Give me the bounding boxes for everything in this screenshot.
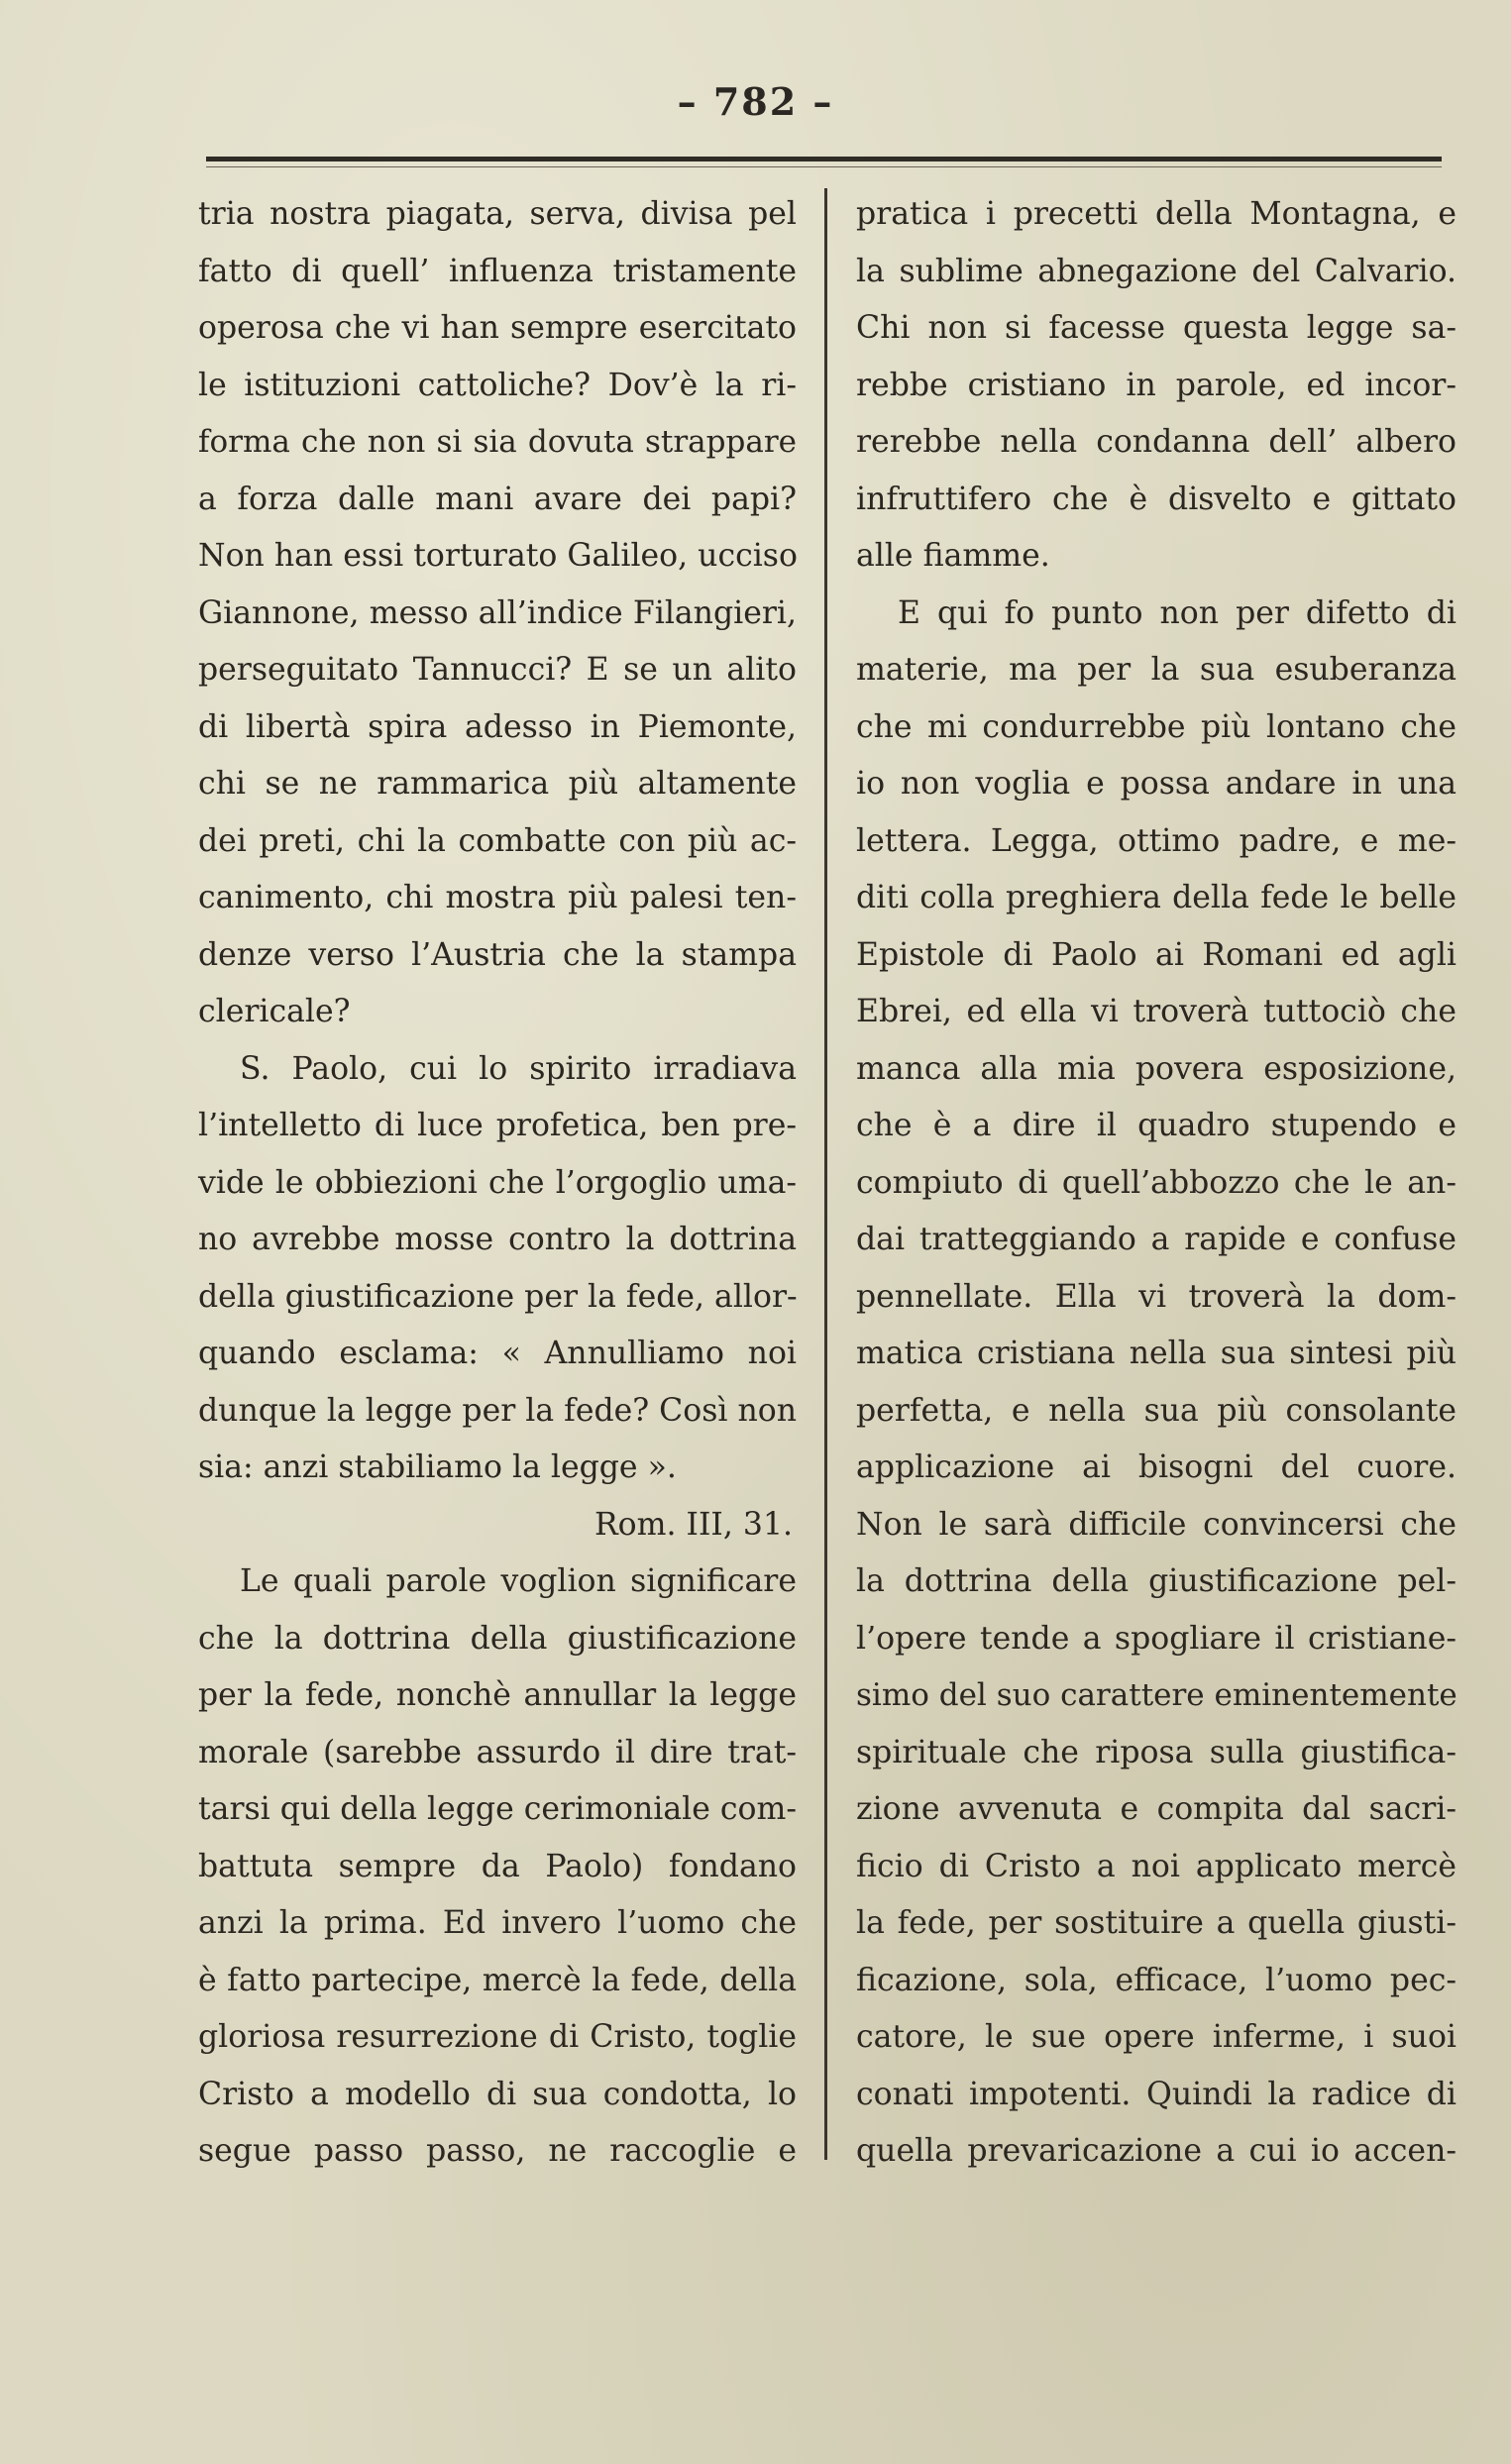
text-line: operosa che vi han sempre esercitato — [198, 310, 797, 346]
text-line: Non han essi torturato Galileo, ucciso — [198, 538, 798, 574]
text-line: l’intelletto di luce profetica, ben pre- — [198, 1108, 797, 1143]
text-line: matica cristiana nella sua sintesi più — [856, 1336, 1457, 1371]
text-line: di libertà spira adesso in Piemonte, — [198, 708, 797, 745]
page-number: – 782 – — [677, 79, 834, 124]
text-line: è fatto partecipe, mercè la fede, della — [198, 1962, 797, 1998]
text-line: l’opere tende a spogliare il cristiane- — [856, 1620, 1457, 1657]
text-line: la dottrina della giustificazione pel- — [856, 1563, 1457, 1599]
text-line: Chi non si facesse questa legge sa- — [856, 310, 1457, 346]
text-line: pratica i precetti della Montagna, e — [856, 196, 1457, 232]
text-line: Giannone, messo all’indice Filangieri, — [198, 594, 797, 631]
text-line: simo del suo carattere eminentemente — [856, 1677, 1457, 1713]
text-line: ficio di Cristo a noi applicato mercè — [856, 1848, 1457, 1884]
text-line: la fede, per sostituire a quella giusti- — [856, 1905, 1457, 1941]
text-line: perseguitato Tannucci? E se un alito — [198, 652, 797, 688]
text-line: infruttifero che è disvelto e gittato — [856, 481, 1457, 517]
text-line: quella prevaricazione a cui io accen- — [856, 2133, 1457, 2169]
text-line: applicazione ai bisogni del cuore. — [856, 1449, 1457, 1485]
text-line: sia: anzi stabiliamo la legge ». — [198, 1449, 677, 1485]
text-line: Cristo a modello di sua condotta, lo — [198, 2076, 797, 2112]
text-line: battuta sempre da Paolo) fondano — [198, 1848, 797, 1884]
left-column — [198, 186, 797, 2181]
text-line: Rom. III, 31. — [594, 1506, 793, 1543]
text-line: canimento, chi mostra più palesi ten- — [198, 880, 797, 915]
text-line: le istituzioni cattoliche? Dov’è la ri- — [198, 367, 797, 403]
text-line: catore, le sue opere inferme, i suoi — [856, 2019, 1457, 2055]
text-line: S. Paolo, cui lo spirito irradiava — [240, 1050, 797, 1087]
text-line: a forza dalle mani avare dei papi? — [198, 481, 797, 517]
text-line: clericale? — [198, 994, 351, 1029]
text-line: spirituale che riposa sulla giustifica- — [856, 1734, 1457, 1770]
text-line: conati impotenti. Quindi la radice di — [856, 2076, 1457, 2112]
text-line: tarsi qui della legge cerimoniale com- — [198, 1791, 797, 1827]
text-line: compiuto di quell’abbozzo che le an- — [856, 1164, 1457, 1201]
text-line: perfetta, e nella sua più consolante — [856, 1392, 1457, 1429]
text-line: che la dottrina della giustificazione — [198, 1620, 797, 1657]
text-line: E qui fo punto non per difetto di — [898, 594, 1457, 631]
text-line: che mi condurrebbe più lontano che — [856, 708, 1457, 745]
text-line: la sublime abnegazione del Calvario. — [856, 253, 1457, 289]
text-line: dai tratteggiando a rapide e confuse — [856, 1222, 1457, 1257]
text-line: vide le obbiezioni che l’orgoglio uma- — [198, 1164, 797, 1201]
text-line: forma che non si sia dovuta strappare — [198, 424, 797, 460]
text-line: no avrebbe mosse contro la dottrina — [198, 1222, 797, 1257]
text-line: morale (sarebbe assurdo il dire trat- — [198, 1734, 797, 1770]
right-column — [856, 186, 1457, 2181]
text-line: lettera. Legga, ottimo padre, e me- — [856, 822, 1457, 859]
text-line: alle fiamme. — [856, 538, 1050, 574]
text-line: dei preti, chi la combatte con più ac- — [198, 822, 797, 859]
header-rule-thin — [206, 166, 1442, 167]
text-line: gloriosa resurrezione di Cristo, toglie — [198, 2019, 797, 2055]
text-line: che è a dire il quadro stupendo e — [856, 1108, 1457, 1143]
text-line: tria nostra piagata, serva, divisa pel — [198, 196, 797, 232]
text-line: materie, ma per la sua esuberanza — [856, 652, 1457, 688]
text-line: io non voglia e possa andare in una — [856, 766, 1457, 802]
text-line: manca alla mia povera esposizione, — [856, 1050, 1457, 1087]
text-line: chi se ne rammarica più altamente — [198, 766, 797, 802]
header-rule — [206, 157, 1442, 161]
text-line: dunque la legge per la fede? Così non — [198, 1392, 798, 1429]
text-line: zione avvenuta e compita dal sacri- — [856, 1791, 1457, 1827]
text-line: Le quali parole voglion significare — [240, 1563, 797, 1599]
text-line: della giustificazione per la fede, allor- — [198, 1278, 798, 1315]
text-line: rerebbe nella condanna dell’ albero — [856, 424, 1457, 460]
text-line: quando esclama: « Annulliamo noi — [198, 1336, 797, 1371]
text-line: denze verso l’Austria che la stampa — [198, 936, 797, 973]
text-line: Epistole di Paolo ai Romani ed agli — [856, 936, 1457, 973]
text-line: anzi la prima. Ed invero l’uomo che — [198, 1905, 797, 1941]
text-line: diti colla preghiera della fede le belle — [856, 880, 1457, 915]
text-line: segue passo passo, ne raccoglie e — [198, 2133, 797, 2169]
text-line: ficazione, sola, efficace, l’uomo pec- — [856, 1962, 1457, 1998]
text-line: fatto di quell’ influenza tristamente — [198, 253, 797, 289]
text-line: per la fede, nonchè annullar la legge — [198, 1677, 797, 1713]
text-line: Ebrei, ed ella vi troverà tuttociò che — [856, 994, 1457, 1029]
text-line: Non le sarà difficile convincersi che — [856, 1506, 1457, 1543]
column-divider — [824, 188, 827, 2160]
text-line: pennellate. Ella vi troverà la dom- — [856, 1278, 1457, 1315]
text-line: rebbe cristiano in parole, ed incor- — [856, 367, 1457, 403]
